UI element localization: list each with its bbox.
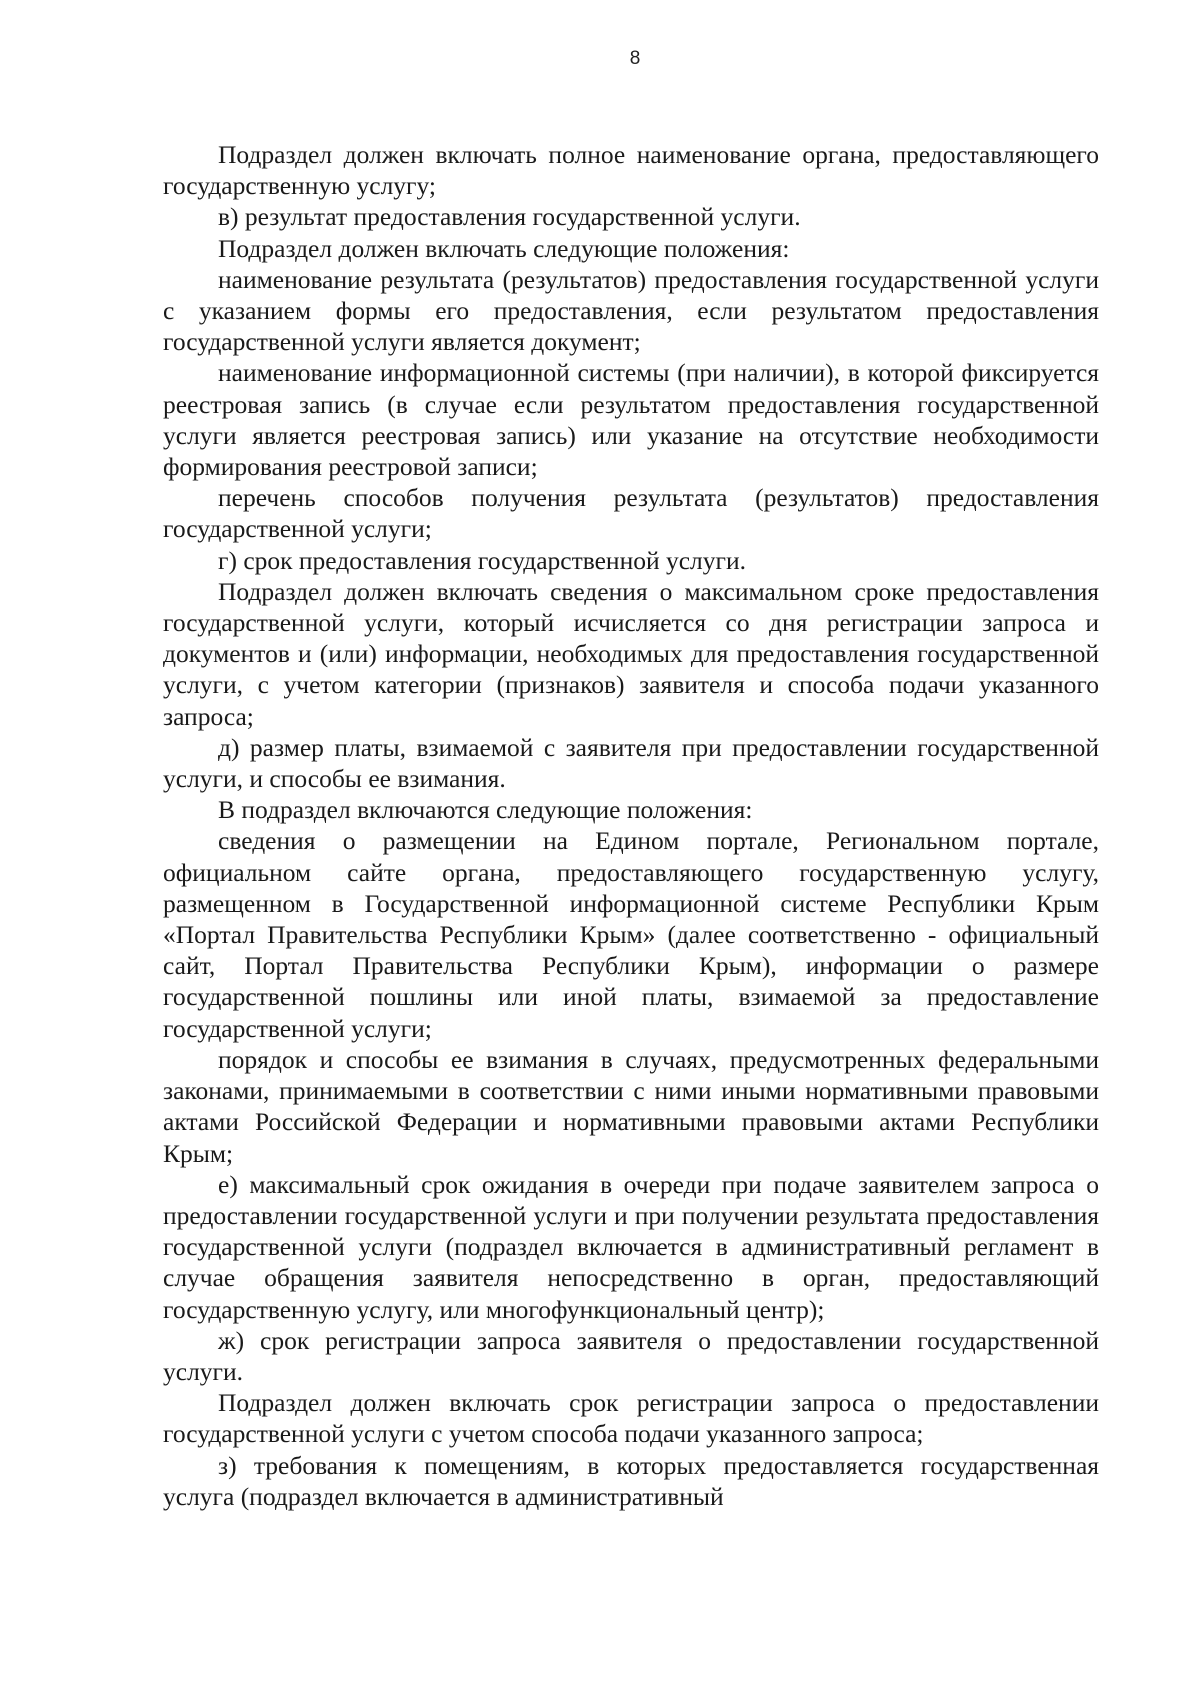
paragraph: Подраздел должен включать полное наименование органа, предоставляющего государственную услугу;: [163, 140, 1099, 201]
paragraph: г) срок предоставления государственной услуги.: [218, 545, 747, 575]
paragraph: з) требования к помещениям, в которых предоставляется государственная услуга (подраздел включается в административный: [163, 1450, 1099, 1511]
document-body: [163, 139, 1099, 1512]
paragraph: д) размер платы, взимаемой с заявителя при предоставлении государственной услуги, и способы ее взимания.: [163, 732, 1099, 794]
paragraph: в) результат предоставления государственной услуги.: [218, 202, 801, 232]
paragraph: сведения о размещении на Едином портале, Региональном портале, официальном сайте органа, предоставляющего государственную услугу, размещенном в Государственной информационной системе Республики Крым «Портал Правительства Республики Крым» (далее соответственно - официальный сайт, Портал Правительства Республики Крым), информации о размере государственной пошлины или иной платы, взимаемой за предоставление государственной услуги;: [163, 826, 1099, 1043]
paragraph: е) максимальный срок ожидания в очереди при подаче заявителем запроса о предоставлении государственной услуги и при получении результата предоставления государственной услуги (подраздел включается в административный регламент в случае обращения заявителя непосредственно в орган, предоставляющий государственную услугу, или многофункциональный центр);: [163, 1169, 1099, 1324]
paragraph: В подраздел включаются следующие положения:: [218, 795, 753, 825]
page-number: 8: [629, 48, 641, 69]
paragraph: ж) срок регистрации запроса заявителя о предоставлении государственной услуги.: [163, 1325, 1099, 1386]
paragraph: Подраздел должен включать сведения о максимальном сроке предоставления государственной услуги, который исчисляется со дня регистрации запроса и документов и (или) информации, необходимых для предоставления государственной услуги, с учетом категории (признаков) заявителя и способа подачи указанного запроса;: [163, 576, 1099, 731]
paragraph: наименование результата (результатов) предоставления государственной услуги с указанием формы его предоставления, если результатом предоставления государственной услуги является документ;: [163, 264, 1099, 357]
paragraph: наименование информационной системы (при наличии), в которой фиксируется реестровая запись (в случае если результатом предоставления государственной услуги является реестровая запись) или указание на отсутствие необходимости формирования реестровой записи;: [163, 358, 1099, 482]
paragraph: Подраздел должен включать срок регистрации запроса о предоставлении государственной услуги с учетом способа подачи указанного запроса;: [163, 1388, 1099, 1449]
paragraph: перечень способов получения результата (результатов) предоставления государственной услуги;: [163, 483, 1099, 544]
paragraph: Подраздел должен включать следующие положения:: [218, 233, 790, 263]
paragraph: порядок и способы ее взимания в случаях, предусмотренных федеральными законами, принимаемыми в соответствии с ними иными нормативными правовыми актами Российской Федерации и нормативными правовыми актами Республики Крым;: [163, 1044, 1099, 1168]
